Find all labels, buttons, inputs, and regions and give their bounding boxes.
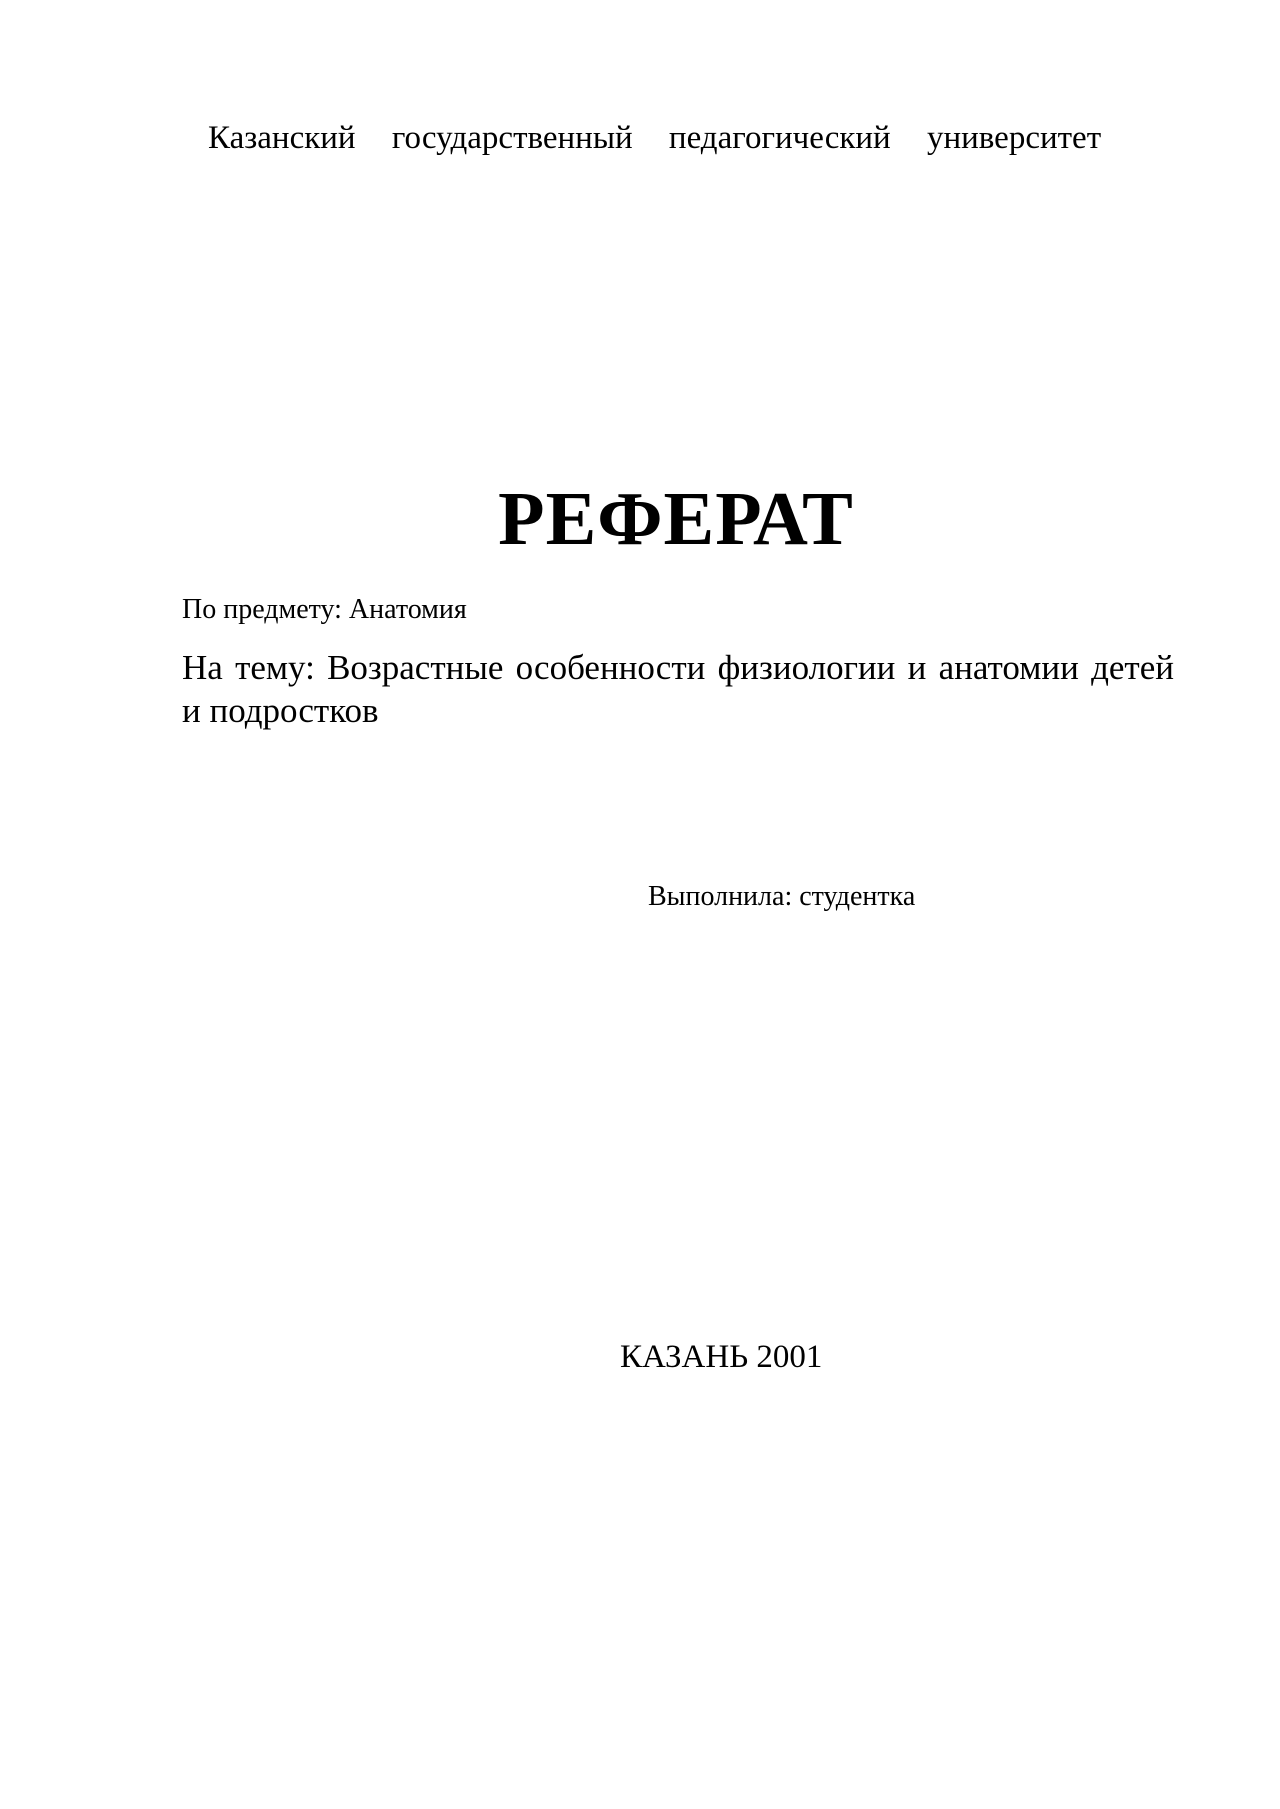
university-name: Казанский государственный педагогический университет bbox=[208, 120, 1102, 156]
subject-line: По предмету: Анатомия bbox=[182, 594, 467, 625]
city-year: КАЗАНЬ 2001 bbox=[620, 1339, 823, 1375]
document-title: РЕФЕРАТ bbox=[498, 477, 854, 561]
topic-line: На тему: Возрастные особенности физиологии и анатомии детей и подростков bbox=[182, 648, 1174, 730]
author-line: Выполнила: студентка bbox=[648, 881, 916, 912]
